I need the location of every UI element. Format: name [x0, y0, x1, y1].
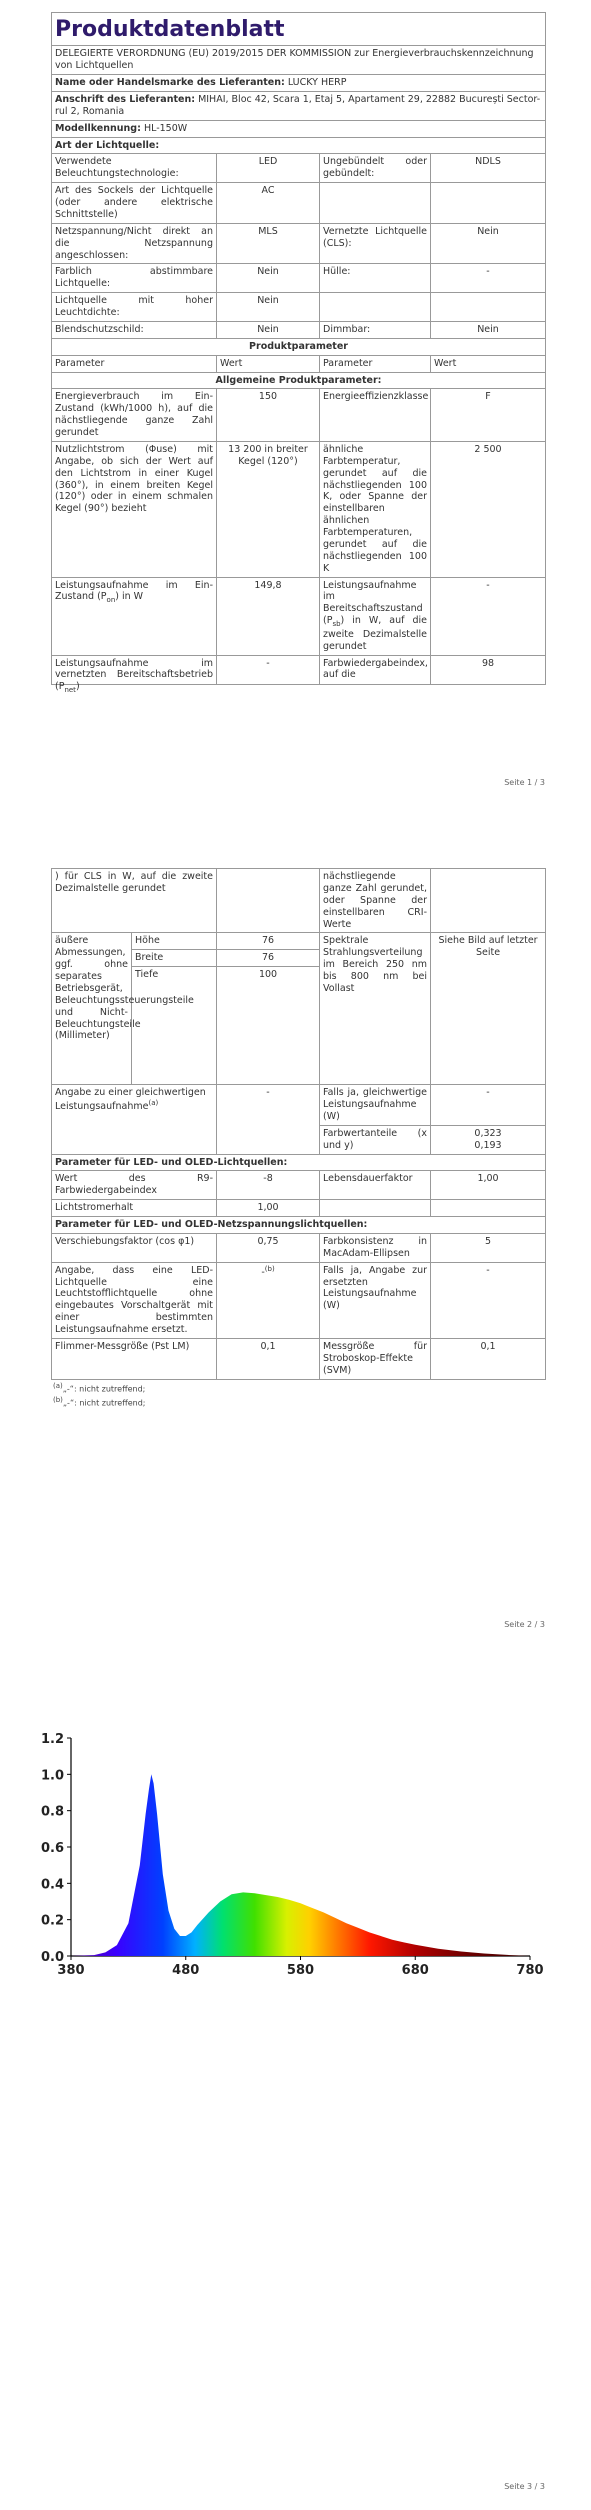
x-tick-label: 780: [516, 1963, 544, 1978]
envelope-value: -: [431, 264, 546, 293]
energy-class-label: Energieeffizienzklasse: [320, 389, 431, 442]
y-tick-label: 0.0: [40, 1950, 64, 1965]
energy-label: Energieverbrauch im Ein-Zustand (kWh/1000 h), auf die nächstliegende ganze Zahl gerundet: [52, 389, 217, 442]
spectrum-series: [70, 1774, 530, 1957]
y-tick-label: 0.2: [40, 1913, 64, 1929]
cri-value: 98: [431, 655, 546, 684]
glare-value: Nein: [217, 321, 320, 338]
flicker-value: 0,1: [217, 1338, 320, 1379]
chromaticity-value: [431, 1125, 546, 1154]
datasheet-page-1: [51, 12, 545, 695]
supplier-name: LUCKY HERP: [287, 77, 347, 89]
y-tick-label: 0.4: [40, 1877, 64, 1893]
survival-value: 1,00: [431, 1171, 546, 1200]
connected-label: Vernetzte Lichtquelle (CLS):: [320, 223, 431, 264]
y-tick-label: 0.6: [40, 1841, 64, 1856]
cri-label: Farbwiedergabeindex, auf die: [320, 655, 431, 684]
page-3: [0, 1660, 591, 2510]
page-title: Produktdatenblatt: [52, 13, 546, 46]
page-number-2: Seite 2 / 3: [504, 1620, 545, 1629]
chromaticity-x: 0,323: [474, 1127, 502, 1139]
spectrum-area: [71, 1774, 530, 1956]
page-1: [0, 0, 591, 800]
r9-label: Wert des R9-Farbwiedergabeindex: [52, 1171, 217, 1200]
regulation-text: DELEGIERTE VERORDNUNG (EU) 2019/2015 DER KOMMISSION zur Energieverbrauchskennzeichnung von Lichtquellen: [52, 46, 546, 75]
source-type-heading: Art der Lichtquelle:: [52, 137, 546, 154]
spectral-label: Spektrale Strahlungsverteilung im Bereich 250 nm bis 800 nm bei Vollast: [320, 933, 431, 1085]
supplier-address: MIHAI, Bloc 42, Scara 1, Etaj 5, Apartament 29, 22882 București Sector-rul 2, Romania: [55, 93, 541, 117]
spectrum-chart: [0, 1720, 591, 1980]
replaced-power-value: -: [431, 1262, 546, 1338]
mains-value: MLS: [217, 223, 320, 264]
cap-label: Art des Sockels der Lichtquelle (oder andere elektrische Schnittstelle): [52, 183, 217, 224]
cct-value: 2 500: [431, 441, 546, 577]
replacement-claim-label: Angabe, dass eine LED-Lichtquelle eine Leuchtstofflichtquelle ohne eingebautes Vorschaltgerät mit einer bestimmten Leistungsaufnahme ersetzt.: [52, 1262, 217, 1338]
col-param-header: Parameter: [52, 355, 217, 372]
general-params-heading: Allgemeine Produktparameter:: [52, 372, 546, 389]
stroboscopic-value: 0,1: [431, 1338, 546, 1379]
supplier-name-label: Name oder Handelsmarke des Lieferanten:: [55, 77, 285, 89]
model-label: Modellkennung:: [55, 122, 141, 134]
cct-label: ähnliche Farbtemperatur, gerundet auf die nächstliegenden 100 K, oder Spanne der einstellbaren ähnlichen Farbtemperaturen, gerundet auf die nächstliegenden 100 K: [320, 441, 431, 577]
model-value: HL-150W: [143, 122, 188, 134]
depth-label: Tiefe: [132, 967, 217, 1085]
y-tick-label: 0.8: [40, 1804, 64, 1820]
flicker-label: Flimmer-Messgröße (Pst LM): [52, 1338, 217, 1379]
col-value-header: Wert: [217, 355, 320, 372]
high-luminance-value: Nein: [217, 293, 320, 322]
footnote-a: $^{(a)}$„-“: nicht zutreffend;: [53, 1381, 146, 1394]
equivalent-power-label: Falls ja, gleichwertige Leistungsaufnahme (W): [320, 1085, 431, 1126]
net-standby-label-cont: ) für CLS in W, auf die zweite Dezimalstelle gerundet: [52, 869, 217, 933]
displacement-factor-label: Verschiebungsfaktor (cos φ1): [52, 1233, 217, 1262]
macadam-label: Farbkonsistenz in MacAdam-Ellipsen: [320, 1233, 431, 1262]
cap-value: AC: [217, 183, 320, 224]
x-tick-label: 580: [286, 1963, 315, 1978]
width-label: Breite: [132, 950, 217, 967]
header-table: [51, 12, 546, 695]
displacement-factor-value: 0,75: [217, 1233, 320, 1262]
led-params-heading: Parameter für LED- und OLED-Lichtquellen:: [52, 1154, 546, 1171]
survival-label: Lebensdauerfaktor: [320, 1171, 431, 1200]
width-value: 76: [217, 950, 320, 967]
glare-label: Blendschutzschild:: [52, 321, 217, 338]
net-standby-label: Leistungsaufnahme im vernetzten Bereitschaftsbetrieb $(P_{net})$: [52, 655, 217, 684]
standby-value: -: [431, 577, 546, 655]
supplier-address-row: [52, 91, 546, 120]
power-on-label: Leistungsaufnahme im Ein-Zustand $(P_{on})$ in W: [52, 577, 217, 655]
datasheet-page-2: [51, 868, 545, 1409]
dimmable-value: Nein: [431, 321, 546, 338]
envelope-label: Hülle:: [320, 264, 431, 293]
flux-label: Nutzlichtstrom (Φuse) mit Angabe, ob sich der Wert auf den Lichtstrom in einer Kugel (360°), in einem breiten Kegel (120°) oder in einem schmalen Kegel (90°) bezieht: [52, 441, 217, 577]
flux-value: 13 200 in breiter Kegel (120°): [217, 441, 320, 577]
power-on-value: 149,8: [217, 577, 320, 655]
model-row: [52, 120, 546, 137]
lumen-maintenance-value: 1,00: [217, 1200, 320, 1217]
net-standby-value: -: [217, 655, 320, 684]
unbundled-value: NDLS: [431, 154, 546, 183]
connected-value: Nein: [431, 223, 546, 264]
page-number-3: Seite 3 / 3: [504, 2482, 545, 2491]
technology-value: LED: [217, 154, 320, 183]
energy-class-value: F: [431, 389, 546, 442]
equivalent-power-value: -: [431, 1085, 546, 1126]
standby-label: Leistungsaufnahme im Bereitschaftszustand $(P_{sb})$ in W, auf die zweite Dezimalstelle gerundet: [320, 577, 431, 655]
col-param-header-2: Parameter: [320, 355, 431, 372]
replacement-claim-value: -$^{(b)}$: [217, 1262, 320, 1338]
x-tick-label: 480: [172, 1963, 200, 1978]
equivalent-power-claim-label: Angabe zu einer gleichwertigen Leistungsaufnahme$^{(a)}$: [52, 1085, 217, 1154]
stroboscopic-label: Messgröße für Stroboskop-Effekte (SVM): [320, 1338, 431, 1379]
product-params-heading: Produktparameter: [52, 338, 546, 355]
tunable-label: Farblich abstimmbare Lichtquelle:: [52, 264, 217, 293]
mains-led-params-heading: Parameter für LED- und OLED-Netzspannungslichtquellen:: [52, 1217, 546, 1234]
dimmable-label: Dimmbar:: [320, 321, 431, 338]
spectral-value: Siehe Bild auf letzter Seite: [431, 933, 546, 1085]
page-number-1: Seite 1 / 3: [504, 778, 545, 787]
equivalent-power-claim-value: -: [217, 1085, 320, 1154]
r9-value: -8: [217, 1171, 320, 1200]
height-label: Höhe: [132, 933, 217, 950]
x-tick-label: 680: [401, 1963, 429, 1978]
mains-label: Netzspannung/Nicht direkt an die Netzspannung angeschlossen:: [52, 223, 217, 264]
y-tick-label: 1.2: [40, 1732, 64, 1747]
dimensions-label: äußere Abmessungen, ggf. ohne separates Betriebsgerät, Beleuchtungssteuerungsteile und Nicht-Beleuchtungsteile (Millimeter): [52, 933, 132, 1085]
page-2: [0, 800, 591, 1660]
technology-label: Verwendete Beleuchtungstechnologie:: [52, 154, 217, 183]
supplier-name-row: [52, 75, 546, 92]
footnote-b: $^{(b)}$„-“: nicht zutreffend;: [53, 1396, 146, 1408]
height-value: 76: [217, 933, 320, 950]
params-table-continued: [51, 868, 546, 1380]
macadam-value: 5: [431, 1233, 546, 1262]
replaced-power-label: Falls ja, Angabe zur ersetzten Leistungsaufnahme (W): [320, 1262, 431, 1338]
x-tick-label: 380: [57, 1963, 85, 1978]
lumen-maintenance-label: Lichtstromerhalt: [52, 1200, 217, 1217]
cri-label-cont: nächstliegende ganze Zahl gerundet, oder Spanne der einstellbaren CRI-Werte: [320, 869, 431, 933]
supplier-address-label: Anschrift des Lieferanten:: [55, 93, 196, 105]
energy-value: 150: [217, 389, 320, 442]
col-value-header-2: Wert: [431, 355, 546, 372]
depth-value: 100: [217, 967, 320, 1085]
chromaticity-y: 0,193: [474, 1139, 502, 1151]
tunable-value: Nein: [217, 264, 320, 293]
chromaticity-label: Farbwertanteile (x und y): [320, 1125, 431, 1154]
unbundled-label: Ungebündelt oder gebündelt:: [320, 154, 431, 183]
y-tick-label: 1.0: [40, 1768, 64, 1784]
high-luminance-label: Lichtquelle mit hoher Leuchtdichte:: [52, 293, 217, 322]
